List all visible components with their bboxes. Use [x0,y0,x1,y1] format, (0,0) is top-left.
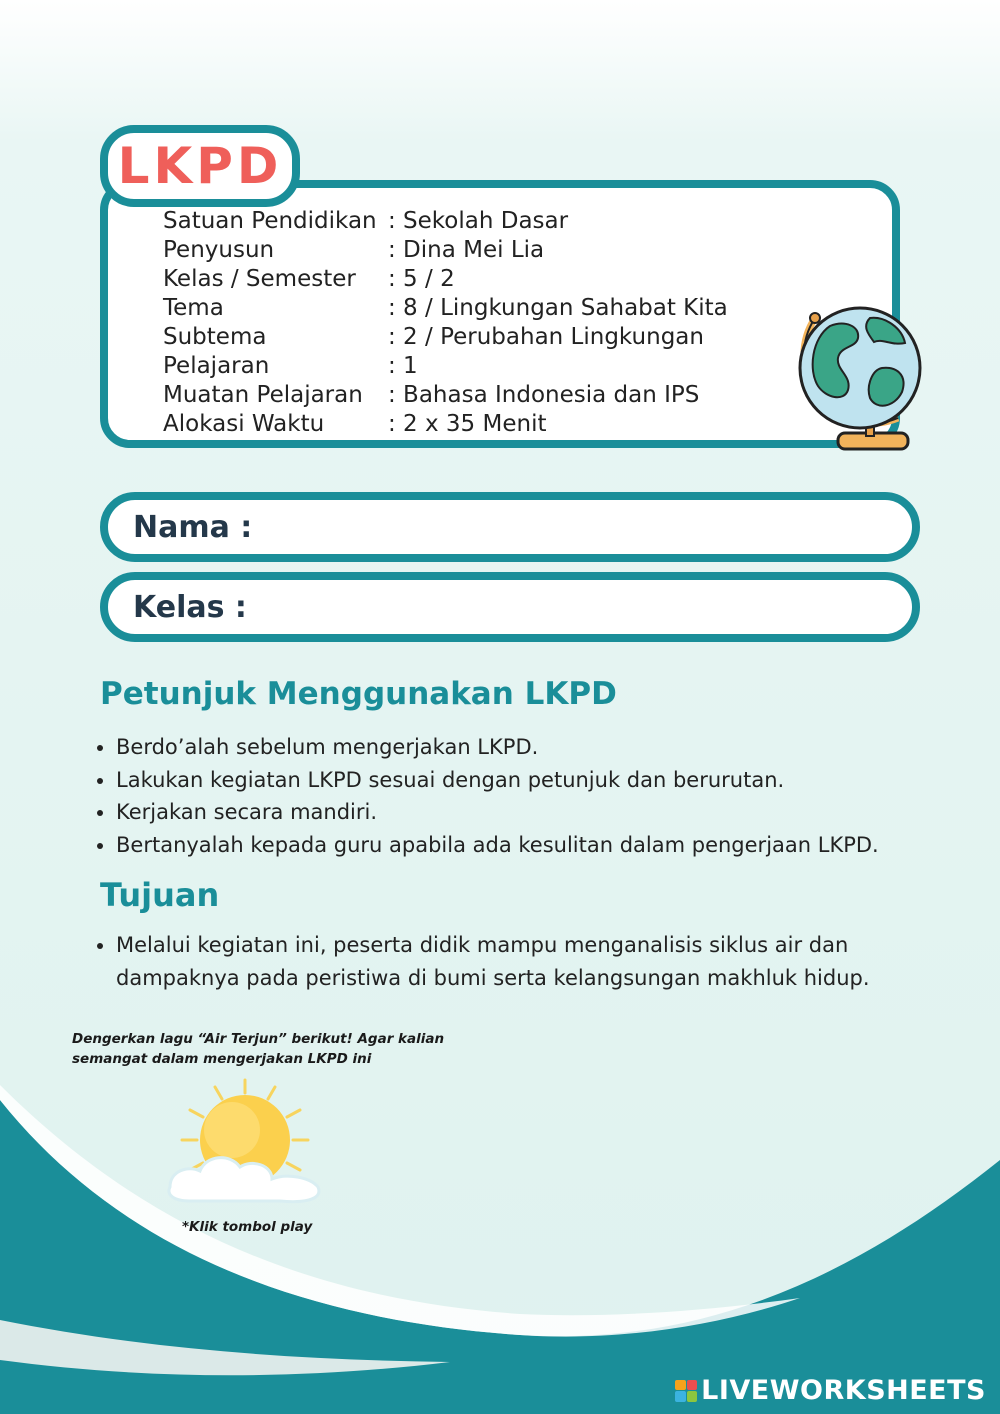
list-item [116,929,916,962]
bottom-wave-decoration [0,1050,1000,1414]
tujuan-line-2: dampaknya pada peristiwa di bumi serta kelangsungan makhluk hidup. [116,966,870,990]
brand-name: LIVEWORKSHEETS [701,1375,986,1406]
info-row-penyusun [163,236,728,265]
info-value: : Sekolah Dasar [388,208,569,234]
song-instruction-line-1: Dengerkan lagu “Air Terjun” berikut! Agar kalian [72,1031,445,1047]
info-label: Subtema [163,324,267,350]
nama-label: Nama : [133,509,253,545]
info-label: Penyusun [163,237,275,263]
list-item: • Lakukan kegiatan LKPD sesuai dengan petunjuk dan berurutan. [116,764,936,797]
petunjuk-heading: Petunjuk Menggunakan LKPD [100,676,617,712]
identity-table [163,207,728,439]
info-row-satuan-pendidikan [163,207,728,236]
info-row-muatan-pelajaran [163,381,728,410]
info-row-pelajaran [163,352,728,381]
info-value: : 8 / Lingkungan Sahabat Kita [388,295,728,321]
info-value: : 2 x 35 Menit [388,411,547,437]
info-row-tema [163,294,728,323]
info-row-alokasi-waktu [163,410,728,439]
kelas-label: Kelas : [133,589,247,625]
info-value: : 1 [388,353,418,379]
liveworksheets-logo-icon [675,1380,697,1402]
info-value: : 2 / Perubahan Lingkungan [388,324,704,350]
play-instruction: *Klik tombol play [182,1219,313,1235]
list-item-continuation [116,962,916,995]
info-value: : Bahasa Indonesia dan IPS [388,382,700,408]
info-label: Satuan Pendidikan [163,208,377,234]
petunjuk-list [92,731,936,861]
list-item: • Kerjakan secara mandiri. [116,796,936,829]
tujuan-heading: Tujuan [100,876,220,914]
info-value: : Dina Mei Lia [388,237,545,263]
info-row-kelas-semester [163,265,728,294]
lkpd-title-tab [100,125,300,207]
info-row-subtema [163,323,728,352]
tujuan-line-1: Melalui kegiatan ini, peserta didik mampu menganalisis siklus air dan [116,933,849,957]
info-label: Kelas / Semester [163,266,356,292]
list-item: • Berdo’alah sebelum mengerjakan LKPD. [116,731,936,764]
kelas-field[interactable] [100,572,920,642]
info-label: Tema [163,295,224,321]
info-label: Pelajaran [163,353,270,379]
lkpd-title: LKPD [117,137,283,195]
nama-field[interactable] [100,492,920,562]
song-instruction-line-2: semangat dalam mengerjakan LKPD ini [72,1051,372,1067]
info-value: : 5 / 2 [388,266,455,292]
globe-icon [790,298,930,458]
tujuan-list [92,929,916,995]
list-item: • Bertanyalah kepada guru apabila ada kesulitan dalam pengerjaan LKPD. [116,829,936,862]
liveworksheets-brand [675,1375,986,1406]
info-label: Alokasi Waktu [163,411,325,437]
sun-play-button-icon[interactable] [160,1075,330,1210]
info-label: Muatan Pelajaran [163,382,363,408]
